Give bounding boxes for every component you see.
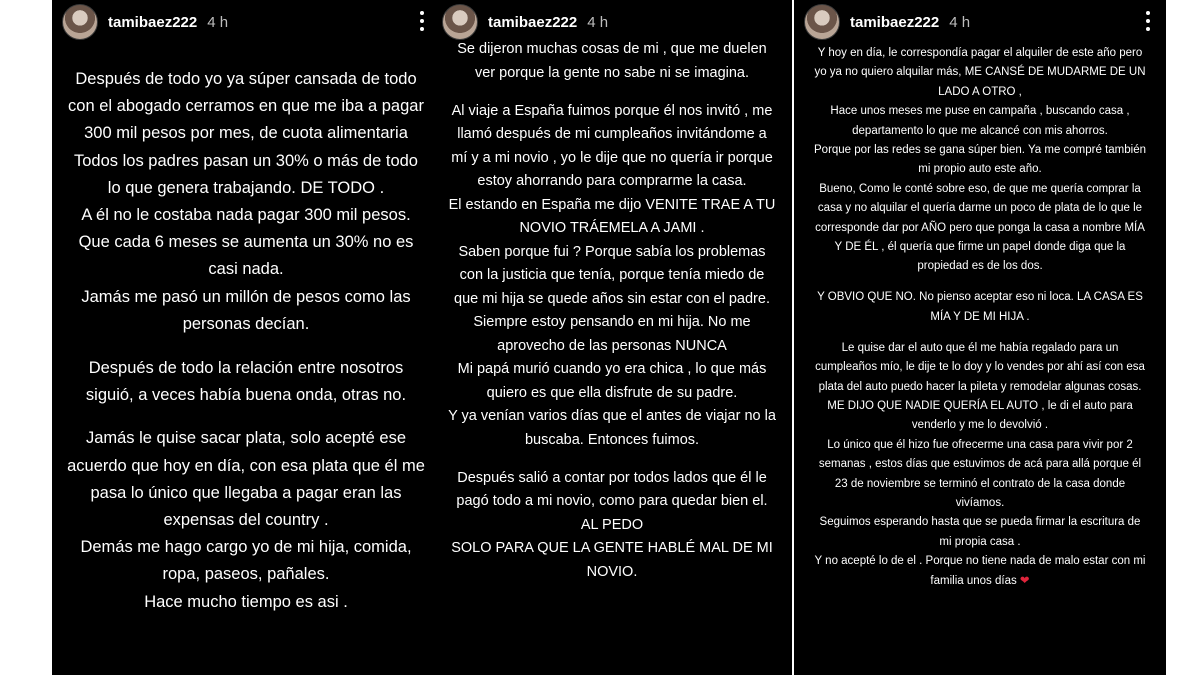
username[interactable]: tamibaez222 [488, 13, 578, 31]
story-paragraph: Porque por las redes se gana súper bien. Ya me compré también mi propio auto este año. [814, 144, 1146, 176]
avatar[interactable] [804, 4, 840, 40]
story-paragraph: Al viaje a España fuimos porque él nos invitó , me llamó después de mi cumpleaños invitándome a mí y a mi novio , yo le dije que no quería ir porque estoy ahorrando para comprarme la casa. [451, 102, 773, 189]
story-paragraph: Lo único que él hizo fue ofrecerme una casa para vivir por 2 semanas , estos días que estuvimos de acá para allá porque él 23 de noviembre se terminó el contrato de la casa donde vivíamos. [818, 438, 1142, 509]
heart-icon: ❤ [1019, 574, 1030, 587]
more-options-icon[interactable] [420, 11, 424, 31]
paragraph-gap [812, 327, 1148, 339]
story-paragraph: Y OBVIO QUE NO. No pienso aceptar eso ni loca. LA CASA ES MÍA Y DE MI HIJA . [817, 291, 1143, 323]
story-text [52, 66, 440, 616]
story-paragraph: A él no le costaba nada pagar 300 mil pesos. [81, 206, 411, 225]
story-paragraph: AL PEDO [580, 516, 644, 533]
story-panel-2 [432, 0, 792, 675]
story-paragraph: Todos los padres pasan un 30% o más de todo lo que genera trabajando. DE TODO . [74, 151, 418, 197]
story-paragraph: Después de todo la relación entre nosotros siguió, a veces había buena onda, otras no. [85, 358, 407, 404]
paragraph-gap [448, 85, 776, 100]
avatar[interactable] [62, 4, 98, 40]
story-text [432, 38, 792, 584]
story-paragraph: Mi papá murió cuando yo era chica , lo que más quiero es que ella disfrute de su padre. [457, 361, 767, 401]
story-paragraph: Que cada 6 meses se aumenta un 30% no es casi nada. [78, 233, 414, 279]
paragraph-gap [812, 277, 1148, 289]
story-paragraph: Y hoy en día, le correspondía pagar el alquiler de este año pero yo ya no quiero alquilar más, ME CANSÉ DE MUDARME DE UN LADO A OTRO , [814, 47, 1146, 98]
story-paragraph: Hace mucho tiempo es asi . [144, 592, 348, 611]
story-paragraph: El estando en España me dijo VENITE TRAE A TU NOVIO TRÁEMELA A JAMI . [448, 196, 776, 236]
story-header [52, 0, 440, 44]
paragraph-gap [66, 409, 426, 426]
story-paragraph: Y ya venían varios días que el antes de viajar no la buscaba. Entonces fuimos. [448, 408, 776, 448]
more-options-icon[interactable] [1146, 11, 1150, 31]
story-paragraph-text: Y no acepté lo de el . Porque no tiene nada de malo estar con mi familia unos días [814, 555, 1146, 587]
story-panel-3 [794, 0, 1166, 675]
story-paragraph: Le quise dar el auto que él me había regalado para un cumpleaños mío, le dije te lo doy y lo vendes por ahí así con esa plata del auto puedo hacer la pileta y remodelar algunas cosas. [815, 341, 1145, 393]
story-paragraph: Después de todo yo ya súper cansada de todo con el abogado cerramos en que me iba a pagar 300 mil pesos por mes, de cuota alimentaria [68, 70, 424, 143]
post-time: 4 h [207, 13, 229, 31]
story-paragraph: Jamás me pasó un millón de pesos como las personas decían. [81, 287, 411, 333]
avatar[interactable] [442, 4, 478, 40]
story-paragraph: Hace unos meses me puse en campaña , buscando casa , departamento lo que me alcancé con mis ahorros. [830, 105, 1130, 137]
story-paragraph: Demás me hago cargo yo de mi hija, comida, ropa, paseos, pañales. [80, 538, 412, 584]
story-paragraph: ME DIJO QUE NADIE QUERÍA EL AUTO , le di el auto para venderlo y me lo devolvió . [827, 399, 1133, 432]
story-paragraph: Se dijeron muchas cosas de mi , que me duelen ver porque la gente no sabe ni se imagina. [457, 41, 767, 81]
story-panel-1 [52, 0, 440, 675]
story-paragraph: Siempre estoy pensando en mi hija. No me aprovecho de las personas NUNCA [473, 314, 751, 354]
story-paragraph: Saben porque fui ? Porque sabía los problemas con la justicia que tenía, porque tenía miedo de que mi hija se quede años sin estar con el padre. [454, 243, 770, 307]
paragraph-gap [66, 338, 426, 355]
story-paragraph: Seguimos esperando hasta que se pueda firmar la escritura de mi propia casa . [819, 516, 1141, 548]
username[interactable]: tamibaez222 [108, 13, 198, 31]
post-time: 4 h [949, 13, 971, 31]
paragraph-gap [448, 452, 776, 467]
story-paragraph: Jamás le quise sacar plata, solo acepté ese acuerdo que hoy en día, con esa plata que él me pasa lo único que llegaba a pagar eran las expensas del country . [67, 429, 425, 530]
post-time: 4 h [587, 13, 609, 31]
story-text [794, 44, 1166, 591]
username[interactable]: tamibaez222 [850, 13, 940, 31]
story-paragraph: Bueno, Como le conté sobre eso, de que me quería comprar la casa y no alquilar el quería darme un poco de plata de lo que le corresponde dar por AÑO pero que ponga la casa a nombre MÍA Y DE ÉL , él quería que firme un papel donde diga que la propiedad es de los dos. [815, 182, 1145, 273]
story-header [794, 0, 1166, 44]
story-paragraph [812, 552, 1148, 591]
story-paragraph: SOLO PARA QUE LA GENTE HABLÉ MAL DE MI NOVIO. [451, 540, 773, 580]
story-paragraph: Después salió a contar por todos lados que él le pagó todo a mi novio, como para quedar bien el. [456, 469, 768, 509]
